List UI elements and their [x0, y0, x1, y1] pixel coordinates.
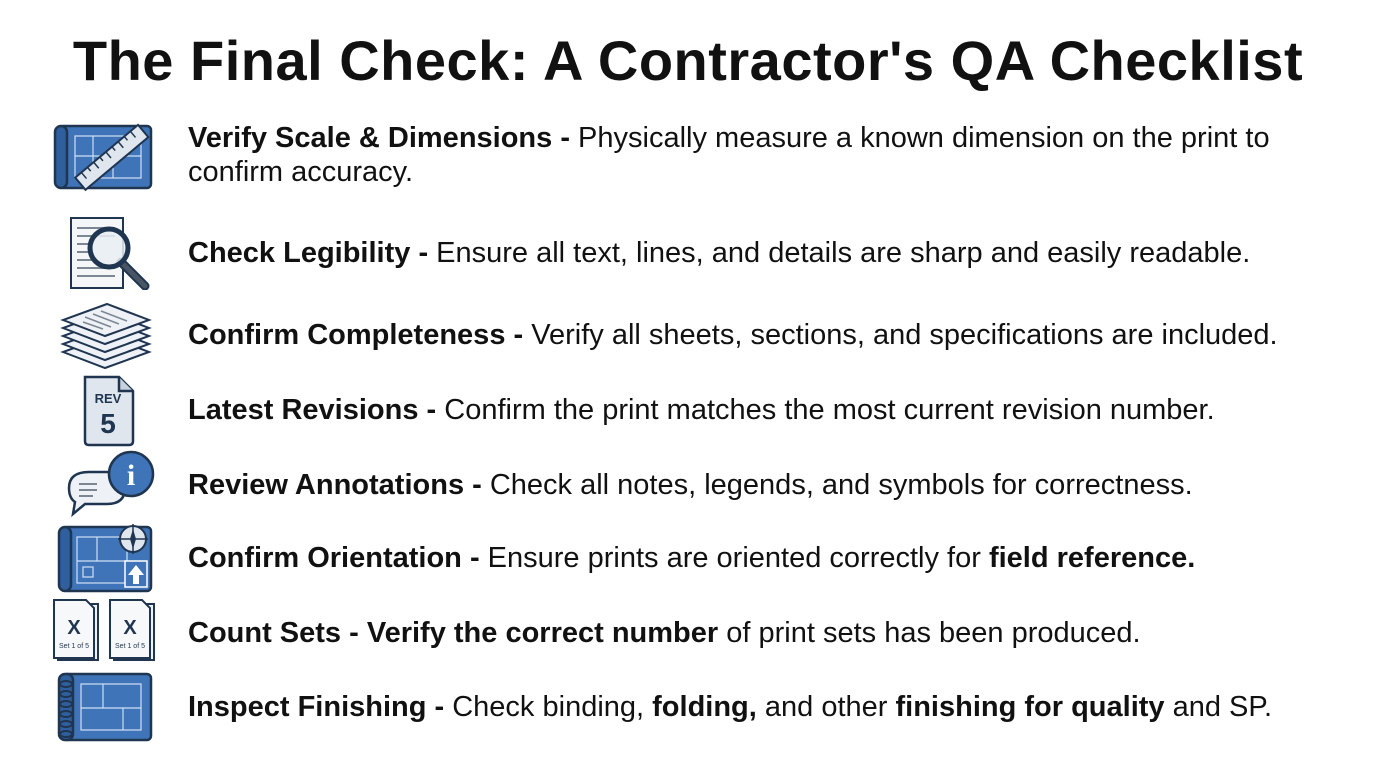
item-description	[188, 236, 1250, 270]
item-term: Latest Revisions -	[188, 394, 437, 426]
item-text: Physically measure a known dimension on the print to confirm accuracy.	[188, 122, 1270, 188]
item-description	[188, 318, 1278, 352]
item-term: Confirm Orientation -	[188, 542, 480, 574]
print-sets-icon	[50, 596, 160, 670]
blueprint-ruler-icon	[50, 118, 160, 192]
set-mark: X	[123, 617, 137, 639]
item-text-bold: folding,	[652, 691, 757, 723]
checklist-item-completeness	[50, 298, 1360, 372]
set-caption: Set 1 of 5	[115, 643, 145, 650]
item-term: Inspect Finishing -	[188, 691, 445, 723]
item-description	[188, 541, 1195, 575]
item-text: Check binding,	[452, 691, 645, 723]
rev-label: REV	[94, 391, 122, 406]
revision-document-icon	[50, 373, 160, 447]
item-text-bold: finishing for quality	[895, 691, 1165, 723]
item-text: Check all notes, legends, and symbols for correctness.	[489, 469, 1193, 501]
item-text-bold: field reference.	[988, 542, 1196, 574]
item-term: Count Sets -	[188, 617, 359, 649]
checklist-item-revisions	[50, 373, 1360, 447]
checklist-item-finishing	[50, 670, 1360, 744]
set-caption: Set 1 of 5	[59, 643, 89, 650]
info-glyph: i	[126, 459, 136, 492]
bound-blueprint-icon	[50, 670, 160, 744]
paper-stack-icon	[50, 298, 160, 372]
rev-number: 5	[100, 408, 116, 439]
checklist-item-verify-scale	[50, 118, 1360, 192]
item-text: Confirm the print matches the most current revision number.	[444, 394, 1215, 426]
set-mark: X	[67, 617, 81, 639]
checklist-item-legibility	[50, 216, 1360, 290]
item-text: Ensure prints are oriented correctly for	[487, 542, 981, 574]
item-term: Verify Scale & Dimensions -	[188, 122, 570, 154]
item-description	[188, 468, 1193, 502]
item-text: Ensure all text, lines, and details are sharp and easily readable.	[436, 237, 1251, 269]
checklist-item-annotations	[50, 448, 1360, 522]
item-term: Review Annotations -	[188, 469, 482, 501]
item-description	[188, 121, 1348, 189]
speech-bubble-info-icon	[50, 448, 160, 522]
item-text: of print sets has been produced.	[726, 617, 1141, 649]
item-term: Check Legibility -	[188, 237, 429, 269]
item-term: Confirm Completeness -	[188, 319, 524, 351]
page-title: The Final Check: A Contractor's QA Checklist	[72, 29, 1304, 92]
item-text-bold: Verify the correct number	[366, 617, 719, 649]
item-description	[188, 393, 1215, 427]
blueprint-compass-icon	[50, 521, 160, 595]
checklist-item-orientation	[50, 521, 1360, 595]
magnifier-document-icon	[50, 216, 160, 290]
checklist-item-count-sets	[50, 596, 1360, 670]
item-description	[188, 690, 1272, 724]
item-text: and SP.	[1172, 691, 1273, 723]
item-text: and other	[764, 691, 888, 723]
item-description	[188, 616, 1141, 650]
item-text: Verify all sheets, sections, and specifications are included.	[531, 319, 1278, 351]
